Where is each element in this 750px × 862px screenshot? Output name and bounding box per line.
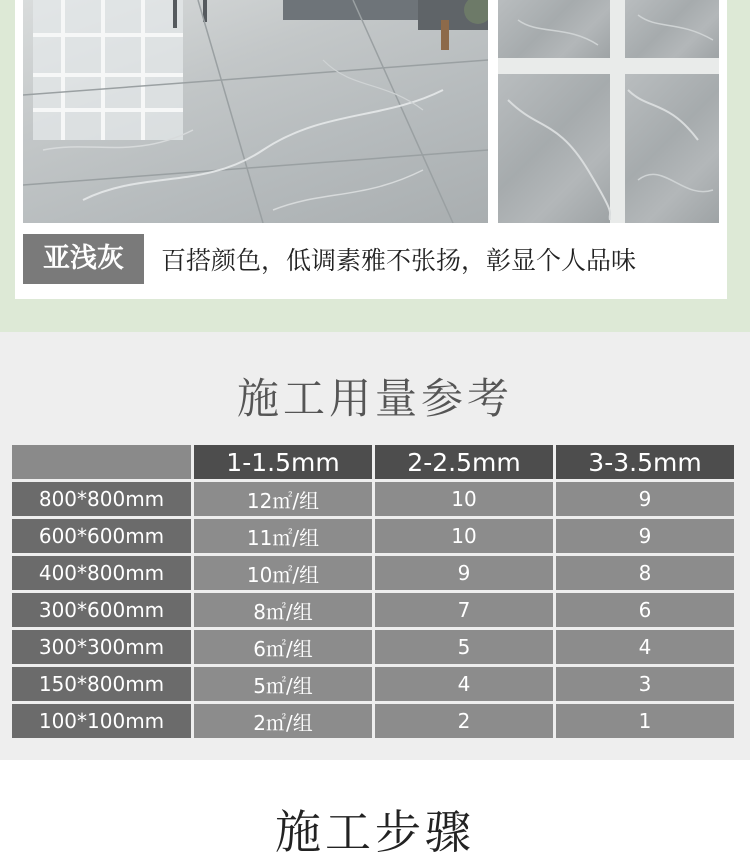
table-col-header: 2-2.5mm [375, 445, 553, 479]
steps-section-title: 施工步骤 [275, 805, 475, 859]
table-cell: 4 [375, 667, 553, 701]
color-name-badge: 亚浅灰 [23, 234, 144, 284]
tile-veins [498, 0, 719, 223]
table-row-header: 150*800mm [12, 667, 191, 701]
table-cell: 3 [556, 667, 734, 701]
table-cell: 4 [556, 630, 734, 664]
room-floor-illustration [23, 0, 488, 223]
table-cell: 11㎡/组 [194, 519, 372, 553]
table-cell: 9 [556, 519, 734, 553]
table-cell: 7 [375, 593, 553, 627]
table-row-header: 400*800mm [12, 556, 191, 590]
table-cell: 2 [375, 704, 553, 738]
table-cell: 6 [556, 593, 734, 627]
table-row-header: 800*800mm [12, 482, 191, 516]
table-row-header: 100*100mm [12, 704, 191, 738]
color-description: 百搭颜色，低调素雅不张扬，彰显个人品味 [161, 246, 637, 275]
table-cell: 1 [556, 704, 734, 738]
table-cell: 5㎡/组 [194, 667, 372, 701]
table-col-header: 1-1.5mm [194, 445, 372, 479]
table-cell: 12㎡/组 [194, 482, 372, 516]
table-row-header: 600*600mm [12, 519, 191, 553]
table-row-header: 300*600mm [12, 593, 191, 627]
table-cell: 9 [556, 482, 734, 516]
table-col-header: 3-3.5mm [556, 445, 734, 479]
table-cell: 8 [556, 556, 734, 590]
table-cell: 9 [375, 556, 553, 590]
table-cell: 10 [375, 519, 553, 553]
usage-table [12, 445, 734, 738]
room-floor-photo [23, 0, 488, 223]
table-cell: 10 [375, 482, 553, 516]
usage-section-title: 施工用量参考 [236, 374, 513, 423]
table-cell: 8㎡/组 [194, 593, 372, 627]
table-cell: 6㎡/组 [194, 630, 372, 664]
table-cell: 2㎡/组 [194, 704, 372, 738]
table-cell: 10㎡/组 [194, 556, 372, 590]
table-cell: 5 [375, 630, 553, 664]
table-corner-cell [12, 445, 191, 479]
color-caption-row [23, 234, 727, 284]
tile-closeup-photo [498, 0, 719, 223]
table-row-header: 300*300mm [12, 630, 191, 664]
